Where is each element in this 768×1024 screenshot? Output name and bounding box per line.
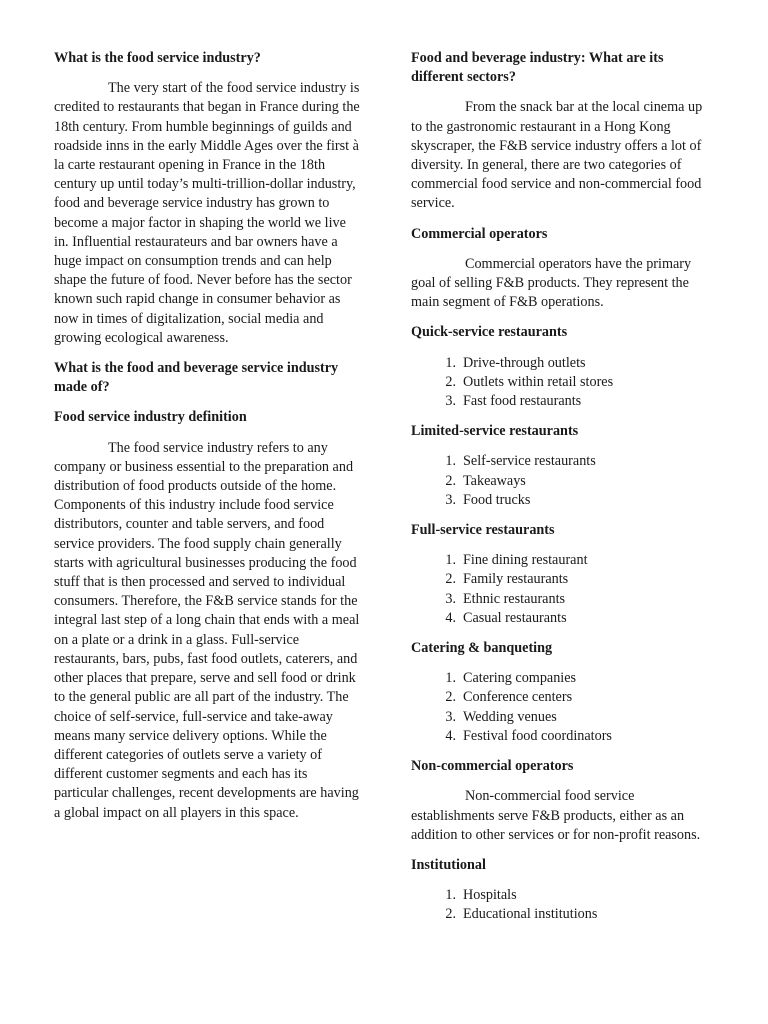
list-item: 3. Food trucks bbox=[445, 491, 531, 508]
heading-quick-service: Quick-service restaurants bbox=[411, 324, 568, 341]
heading-full-service: Full-service restaurants bbox=[411, 522, 555, 539]
list-institutional bbox=[411, 886, 711, 924]
paragraph-commercial: Commercial operators have the primary goal of selling F&B products. They represent the main segment of F&B operations. bbox=[411, 255, 692, 311]
heading-limited-service: Limited-service restaurants bbox=[411, 423, 579, 440]
heading-non-commercial: Non-commercial operators bbox=[411, 758, 574, 775]
list-item: 3. Wedding venues bbox=[445, 708, 557, 725]
list-item: 3. Ethnic restaurants bbox=[445, 590, 566, 607]
paragraph-history: The very start of the food service industry is credited to restaurants that began in France during the 18th century. From humble beginnings of guilds and roadside inns in the early Middle Ages over the first à la carte restaurant opening in France in the 18th century up until today’s multi-trillion-dollar industry, food and beverage service industry has grown to become a major factor in shaping the world we live in. Influential restaurateurs and bar owners have a huge impact on consumption trends and can help shape the future of food. Never before has the sector known such rapid change in consumer behavior as now in times of digitalization, social media and growing ecological awareness. bbox=[54, 80, 360, 346]
paragraph-sectors: From the snack bar at the local cinema up to the gastronomic restaurant in a Hong Kong skyscraper, the F&B service industry offers a lot of diversity. In general, there are two categories of commercial food service and non-commercial food service. bbox=[411, 99, 703, 212]
list-item: 2. Takeaways bbox=[445, 472, 526, 489]
list-catering bbox=[411, 669, 711, 746]
heading-industry-definition: Food service industry definition bbox=[54, 409, 247, 426]
list-item: 2. Family restaurants bbox=[445, 571, 569, 588]
list-full-service bbox=[411, 551, 711, 628]
heading-catering: Catering & banqueting bbox=[411, 640, 553, 657]
list-item: 4. Festival food coordinators bbox=[445, 727, 612, 744]
heading-industry-made-of: What is the food and beverage service industry made of? bbox=[54, 360, 339, 396]
list-item: 2. Outlets within retail stores bbox=[445, 373, 614, 390]
list-item: 2. Conference centers bbox=[445, 689, 573, 706]
list-item: 1. Catering companies bbox=[445, 670, 577, 687]
list-item: 3. Fast food restaurants bbox=[445, 393, 582, 410]
list-item: 1. Drive-through outlets bbox=[445, 354, 586, 371]
list-item: 1. Fine dining restaurant bbox=[445, 552, 588, 569]
heading-food-service-industry: What is the food service industry? bbox=[54, 50, 261, 66]
list-item: 1. Hospitals bbox=[445, 887, 517, 904]
list-item: 2. Educational institutions bbox=[445, 906, 598, 923]
list-item: 4. Casual restaurants bbox=[445, 609, 567, 626]
list-limited-service bbox=[411, 452, 711, 510]
right-column bbox=[411, 49, 711, 936]
heading-institutional: Institutional bbox=[411, 856, 486, 873]
paragraph-non-commercial: Non-commercial food service establishments serve F&B products, either as an addition to other services or for non-profit reasons. bbox=[411, 788, 701, 843]
heading-sectors: Food and beverage industry: What are its different sectors? bbox=[411, 50, 664, 86]
list-quick-service bbox=[411, 354, 711, 412]
heading-commercial-operators: Commercial operators bbox=[411, 225, 548, 242]
list-item: 1. Self-service restaurants bbox=[445, 453, 596, 470]
left-column bbox=[54, 49, 360, 834]
paragraph-definition: The food service industry refers to any company or business essential to the preparation and distribution of food products outside of the home. Components of this industry include food service distributors, counter and table servers, and food service providers. The food supply chain generally starts with agricultural businesses producing the food stuff that is then processed and served to individual consumers. Therefore, the F&B service stands for the integral last step of a long chain that ends with a meal on a plate or a drink in a glass. Full-service restaurants, bars, pubs, fast food outlets, caterers, and other places that prepare, serve and sell food or drink to the general public are all part of the industry. The choice of self-service, full-service and take-away means many service delivery options. While the different categories of outlets serve a variety of different customer segments and each has its particular challenges, recent developments are having a global impact on all players in this space. bbox=[54, 439, 360, 821]
